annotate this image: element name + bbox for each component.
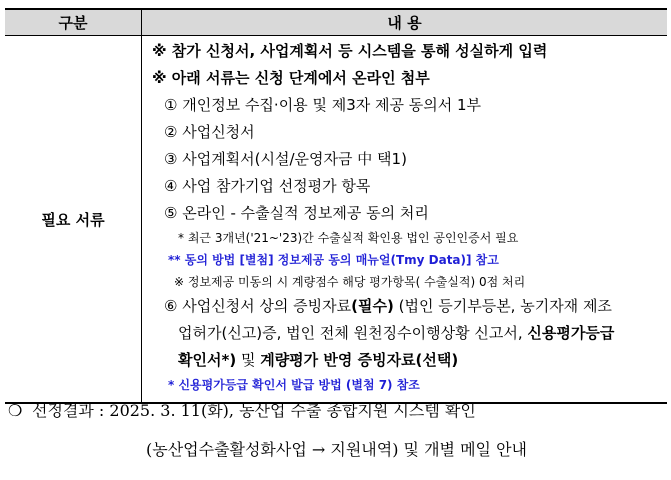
note-certificate: * 최근 3개년('21~'23)간 수출실적 확인용 법인 공인인증서 필요 [178, 231, 519, 245]
category-cell: 필요 서류 [5, 36, 142, 404]
doc-item-3: ③ 사업계획서(시설/운영자금 中 택1) [164, 150, 407, 168]
table-header-row [5, 9, 667, 36]
quant-evidence-label: 계량평가 반영 증빙자료(선택) [260, 351, 459, 369]
notice-online-attach: ※ 아래 서류는 신청 단계에서 온라인 첨부 [152, 69, 430, 87]
note-consent-manual: ** 동의 방법 [별첨] 정보제공 동의 매뉴얼(Tmy Data)] 참고 [168, 253, 499, 267]
header-category: 구분 [5, 9, 142, 36]
selection-result-text: 선정결과 : 2025. 3. 11(화), 농산업 수출 종합지원 시스템 확인 [32, 401, 476, 420]
credit-rating-cert: 확인서*) [178, 351, 237, 369]
conjunction-text: 및 [236, 351, 261, 369]
doc-item-6-text: ⑥ 사업신청서 상의 증빙자료 [164, 297, 352, 315]
note-no-consent: ※ 정보제공 미동의 시 계량점수 해당 평가항목( 수출실적) 0점 처리 [174, 275, 526, 289]
doc-item-6-detail: (법인 등기부등본, 농기자재 제조 [393, 297, 612, 315]
required-tag: (필수) [351, 297, 394, 315]
bullet-circle-icon: ❍ [8, 401, 23, 420]
selection-result-line1 [8, 398, 663, 421]
doc-item-6-line2 [152, 320, 667, 347]
doc-item-4: ④ 사업 참가기업 선정평가 항목 [164, 177, 371, 195]
content-cell [142, 36, 668, 404]
requirements-table [5, 8, 667, 404]
doc-item-6-line3 [152, 347, 667, 374]
doc-item-2: ② 사업신청서 [164, 123, 255, 141]
table-row [5, 36, 667, 404]
notice-input-system: ※ 참가 신청서, 사업계획서 등 시스템을 통해 성실하게 입력 [152, 42, 548, 60]
doc-item-5: ⑤ 온라인 - 수출실적 정보제공 동의 처리 [164, 204, 429, 222]
selection-result-line2: (농산업수출활성화사업 → 지원내역) 및 개별 메일 안내 [146, 440, 527, 459]
doc-item-1: ① 개인정보 수집·이용 및 제3자 제공 동의서 1부 [164, 96, 482, 114]
doc-item-6-detail-2: 업허가(신고)증, 법인 전체 원천징수이행상황 신고서, [178, 324, 528, 342]
credit-rating-label: 신용평가등급 [527, 324, 615, 342]
header-content: 내 용 [142, 9, 668, 36]
doc-item-6-line1 [152, 293, 667, 320]
note-credit-rating: * 신용평가등급 확인서 발급 방법 (별첨 7) 참조 [168, 378, 420, 392]
